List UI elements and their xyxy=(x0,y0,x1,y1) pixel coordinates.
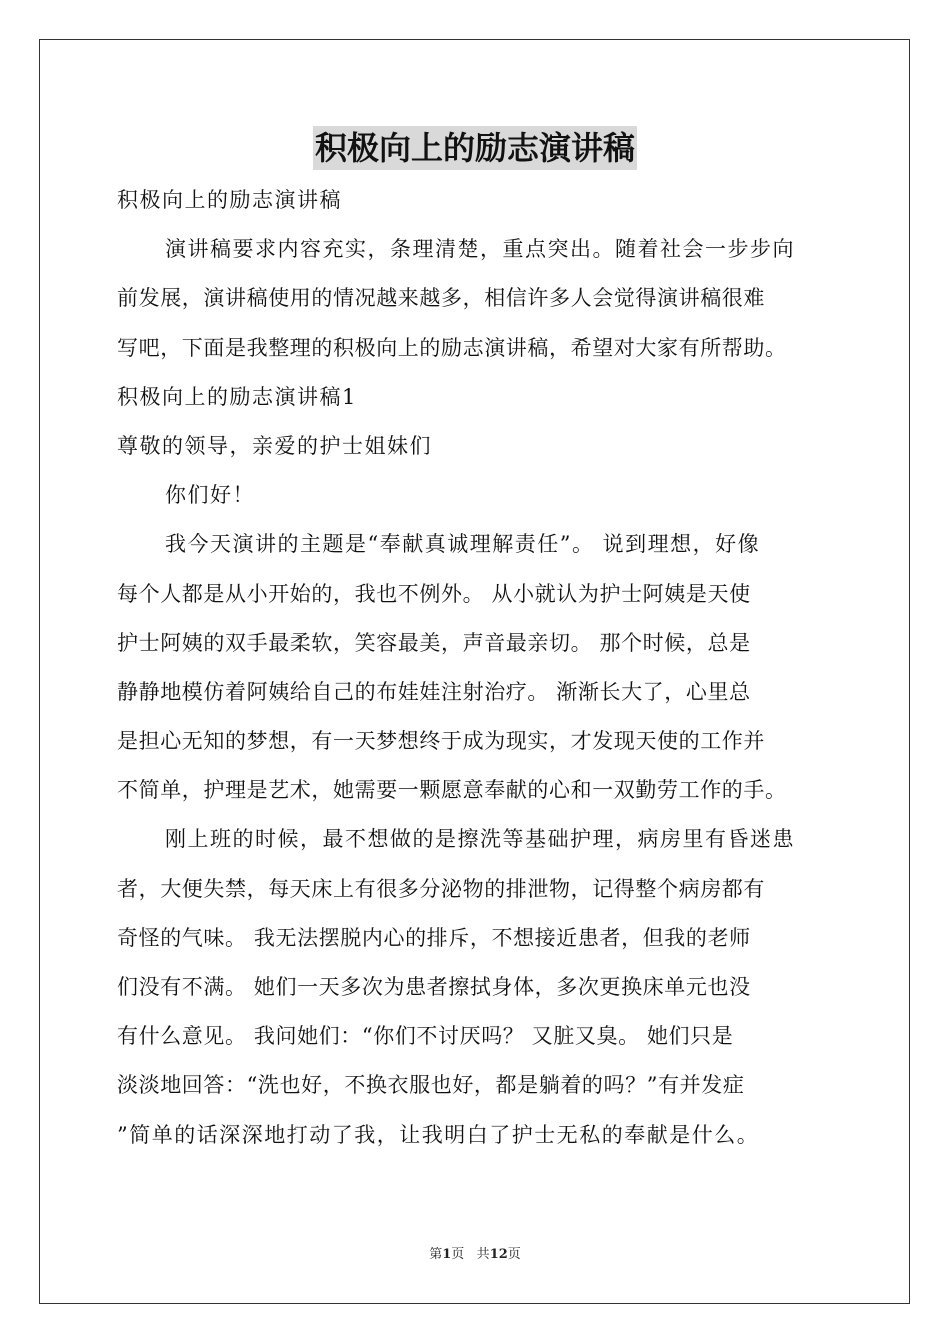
text-line: 护士阿姨的双手最柔软，笑容最美，声音最亲切。 那个时候，总是 xyxy=(117,630,751,655)
document-body xyxy=(117,176,837,1160)
text-line: 尊敬的领导，亲爱的护士姐妹们 xyxy=(117,433,432,458)
page-suffix: 页 xyxy=(451,1247,465,1262)
text-line: 是担心无知的梦想，有一天梦想终于成为现实，才发现天使的工作并 xyxy=(117,729,765,754)
text-line: 你们好！ xyxy=(165,483,255,508)
total-pages: 12 xyxy=(489,1247,508,1262)
text-line: ”简单的话深深地打动了我，让我明白了护士无私的奉献是什么。 xyxy=(117,1122,760,1147)
page-footer xyxy=(0,1246,950,1264)
text-line: 淡淡地回答：“洗也好，不换衣服也好，都是躺着的吗？”有并发症 xyxy=(117,1073,745,1098)
text-line: 写吧，下面是我整理的积极向上的励志演讲稿，希望对大家有所帮助。 xyxy=(117,335,787,360)
text-line: 静静地模仿着阿姨给自己的布娃娃注射治疗。 渐渐长大了，心里总 xyxy=(117,679,751,704)
page-prefix: 第 xyxy=(429,1247,443,1262)
text-line: 奇怪的气味。 我无法摆脱内心的排斥，不想接近患者，但我的老师 xyxy=(117,925,751,950)
text-line: 不简单，护理是艺术，她需要一颗愿意奉献的心和一双勤劳工作的手。 xyxy=(117,778,787,803)
total-suffix: 页 xyxy=(507,1247,521,1262)
total-prefix: 共 xyxy=(476,1247,490,1262)
title-container xyxy=(0,126,950,170)
document-title: 积极向上的励志演讲稿 xyxy=(313,126,637,170)
text-line: 演讲稿要求内容充实，条理清楚，重点突出。随着社会一步步向 xyxy=(165,237,795,262)
text-line: 刚上班的时候，最不想做的是擦洗等基础护理，病房里有昏迷患 xyxy=(165,827,795,852)
text-line: 前发展，演讲稿使用的情况越来越多，相信许多人会觉得演讲稿很难 xyxy=(117,286,765,311)
text-line: 们没有不满。 她们一天多次为患者擦拭身体，多次更换床单元也没 xyxy=(117,975,751,999)
text-line: 者，大便失禁，每天床上有很多分泌物的排泄物，记得整个病房都有 xyxy=(117,876,765,901)
text-line: 每个人都是从小开始的，我也不例外。 从小就认为护士阿姨是天使 xyxy=(117,581,751,606)
text-line: 我今天演讲的主题是“奉献真诚理解责任”。 说到理想，好像 xyxy=(165,532,761,557)
text-line: 积极向上的励志演讲稿 xyxy=(117,188,342,212)
page-number: 1 xyxy=(442,1247,452,1262)
text-line: 积极向上的励志演讲稿1 xyxy=(117,384,357,409)
text-line: 有什么意见。 我问她们：“你们不讨厌吗？ 又脏又臭。 她们只是 xyxy=(117,1024,734,1049)
